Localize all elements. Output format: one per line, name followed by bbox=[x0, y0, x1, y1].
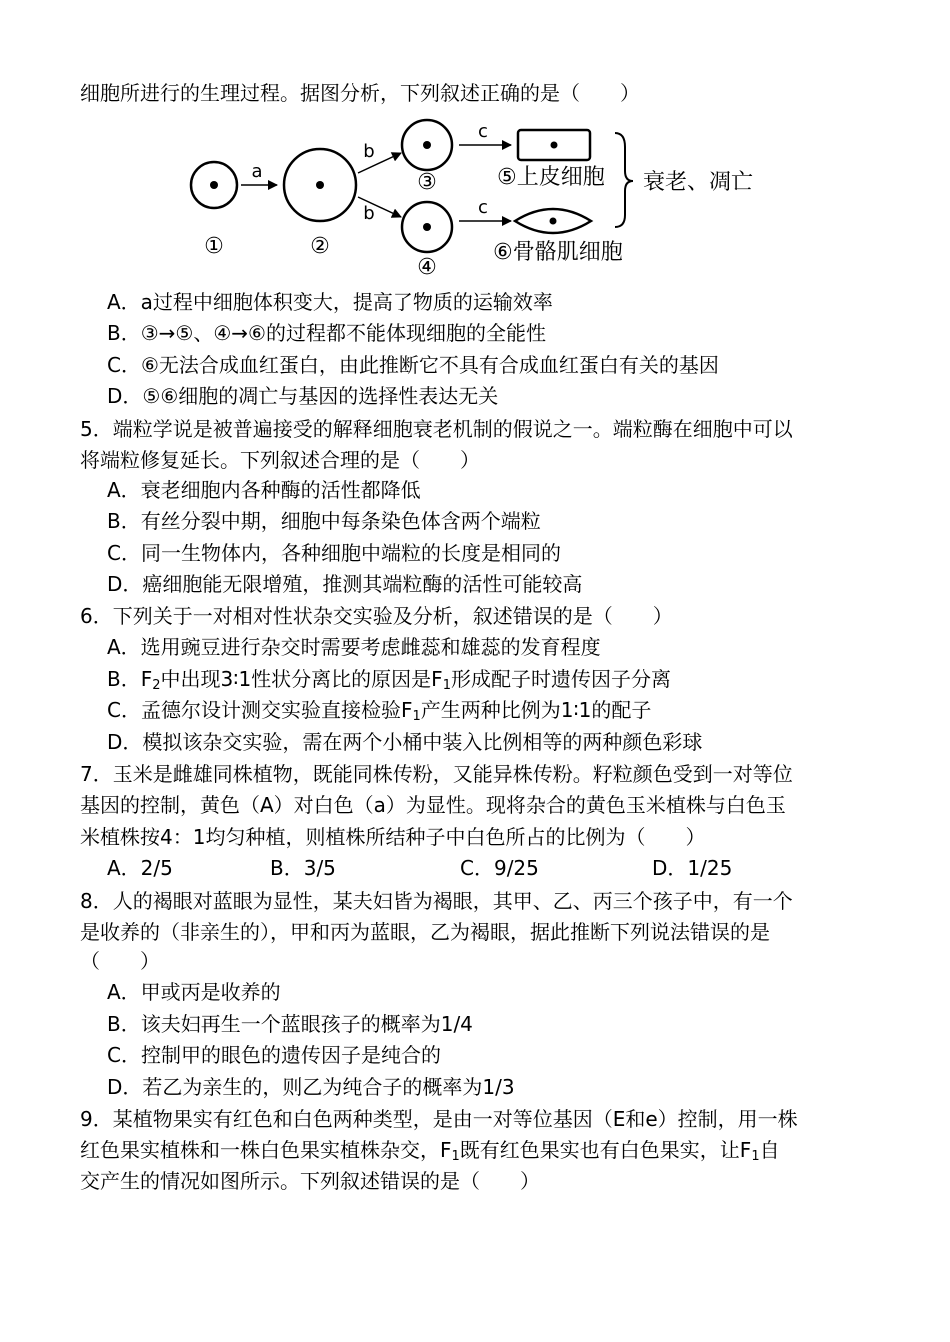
arrow-c-lower-label: c bbox=[478, 197, 488, 218]
curly-bracket bbox=[615, 133, 633, 227]
q5-option-d: D．癌细胞能无限增殖，推测其端粒酶的活性可能较高 bbox=[107, 572, 583, 596]
arrow-c-upper-label: c bbox=[478, 121, 488, 142]
cell-2-label: ② bbox=[310, 234, 330, 259]
aging-apoptosis-label: 衰老、凋亡 bbox=[643, 170, 754, 195]
arrow-a-label: a bbox=[251, 161, 263, 182]
epithelial-cell-label: ⑤上皮细胞 bbox=[497, 165, 605, 190]
q7-option-b: B．3/5 bbox=[270, 856, 336, 880]
skeletal-muscle-cell-label: ⑥骨骼肌细胞 bbox=[493, 240, 623, 265]
q7-stem-line-1: 7．玉米是雌雄同株植物，既能同株传粉，又能异株传粉。籽粒颜色受到一对等位 bbox=[80, 762, 793, 786]
q5-option-a: A．衰老细胞内各种酶的活性都降低 bbox=[107, 478, 421, 502]
cell-2 bbox=[284, 149, 356, 221]
q7-option-d: D．1/25 bbox=[652, 856, 733, 880]
q8-stem-line-2: 是收养的（非亲生的），甲和丙为蓝眼，乙为褐眼，据此推断下列说法错误的是 bbox=[80, 920, 770, 944]
question-4-stem: 细胞所进行的生理过程。据图分析，下列叙述正确的是（ ） bbox=[80, 81, 640, 105]
q4-option-a: A．a过程中细胞体积变大，提高了物质的运输效率 bbox=[107, 290, 553, 314]
q9-stem-line-1: 9．某植物果实有红色和白色两种类型，是由一对等位基因（E和e）控制，用一株 bbox=[80, 1107, 798, 1131]
q7-options bbox=[0, 853, 950, 883]
q9-stem-line-3: 交产生的情况如图所示。下列叙述错误的是（ ） bbox=[80, 1169, 540, 1193]
cell-differentiation-diagram bbox=[185, 115, 785, 283]
cell-3-label: ③ bbox=[417, 170, 437, 195]
q6-option-b: B．$F_2$中出现3∶1性状分离比的原因是$F_1$形成配子时遗传因子分离 bbox=[107, 667, 671, 693]
cell-1 bbox=[191, 162, 237, 208]
q8-option-c: C．控制甲的眼色的遗传因子是纯合的 bbox=[107, 1043, 441, 1067]
arrow-b-upper-label: b bbox=[363, 141, 375, 162]
q4-option-b: B．③→⑤、④→⑥的过程都不能体现细胞的全能性 bbox=[107, 321, 546, 345]
q9-stem-line-2: 红色果实植株和一株白色果实植株杂交，$F_1$既有红色果实也有白色果实，让$F_1$自 bbox=[80, 1138, 780, 1164]
q8-option-a: A．甲或丙是收养的 bbox=[107, 980, 281, 1004]
cell-3 bbox=[402, 120, 452, 170]
q4-option-c: C．⑥无法合成血红蛋白，由此推断它不具有合成血红蛋白有关的基因 bbox=[107, 353, 719, 377]
q5-stem-line-2: 将端粒修复延长。下列叙述合理的是（ ） bbox=[80, 448, 480, 472]
cell-4-label: ④ bbox=[417, 255, 437, 280]
q8-stem-line-3: （ ） bbox=[80, 949, 160, 973]
q8-option-b: B．该夫妇再生一个蓝眼孩子的概率为1/4 bbox=[107, 1012, 473, 1036]
cell-4 bbox=[402, 202, 452, 252]
q5-option-b: B．有丝分裂中期，细胞中每条染色体含两个端粒 bbox=[107, 509, 541, 533]
q6-option-c: C．孟德尔设计测交实验直接检验$F_1$产生两种比例为1∶1的配子 bbox=[107, 698, 652, 724]
q8-option-d: D．若乙为亲生的，则乙为纯合子的概率为1/3 bbox=[107, 1075, 515, 1099]
epithelial-cell bbox=[518, 130, 590, 160]
q6-stem: 6．下列关于一对相对性状杂交实验及分析，叙述错误的是（ ） bbox=[80, 604, 673, 628]
q5-option-c: C．同一生物体内，各种细胞中端粒的长度是相同的 bbox=[107, 541, 561, 565]
skeletal-muscle-cell bbox=[515, 209, 591, 233]
q5-stem-line-1: 5．端粒学说是被普遍接受的解释细胞衰老机制的假说之一。端粒酶在细胞中可以 bbox=[80, 417, 793, 441]
q7-stem-line-3: 米植株按4：1均匀种植，则植株所结种子中白色所占的比例为（ ） bbox=[80, 825, 706, 849]
cell-1-label: ① bbox=[204, 234, 224, 259]
q7-option-c: C．9/25 bbox=[460, 856, 539, 880]
q6-option-a: A．选用豌豆进行杂交时需要考虑雌蕊和雄蕊的发育程度 bbox=[107, 635, 601, 659]
q8-stem-line-1: 8．人的褐眼对蓝眼为显性，某夫妇皆为褐眼，其甲、乙、丙三个孩子中，有一个 bbox=[80, 889, 793, 913]
q7-option-a: A．2/5 bbox=[107, 856, 173, 880]
arrow-b-lower-label: b bbox=[363, 203, 375, 224]
q4-option-d: D．⑤⑥细胞的凋亡与基因的选择性表达无关 bbox=[107, 384, 499, 408]
q6-option-d: D．模拟该杂交实验，需在两个小桶中装入比例相等的两种颜色彩球 bbox=[107, 730, 703, 754]
q7-stem-line-2: 基因的控制，黄色（A）对白色（a）为显性。现将杂合的黄色玉米植株与白色玉 bbox=[80, 793, 786, 817]
